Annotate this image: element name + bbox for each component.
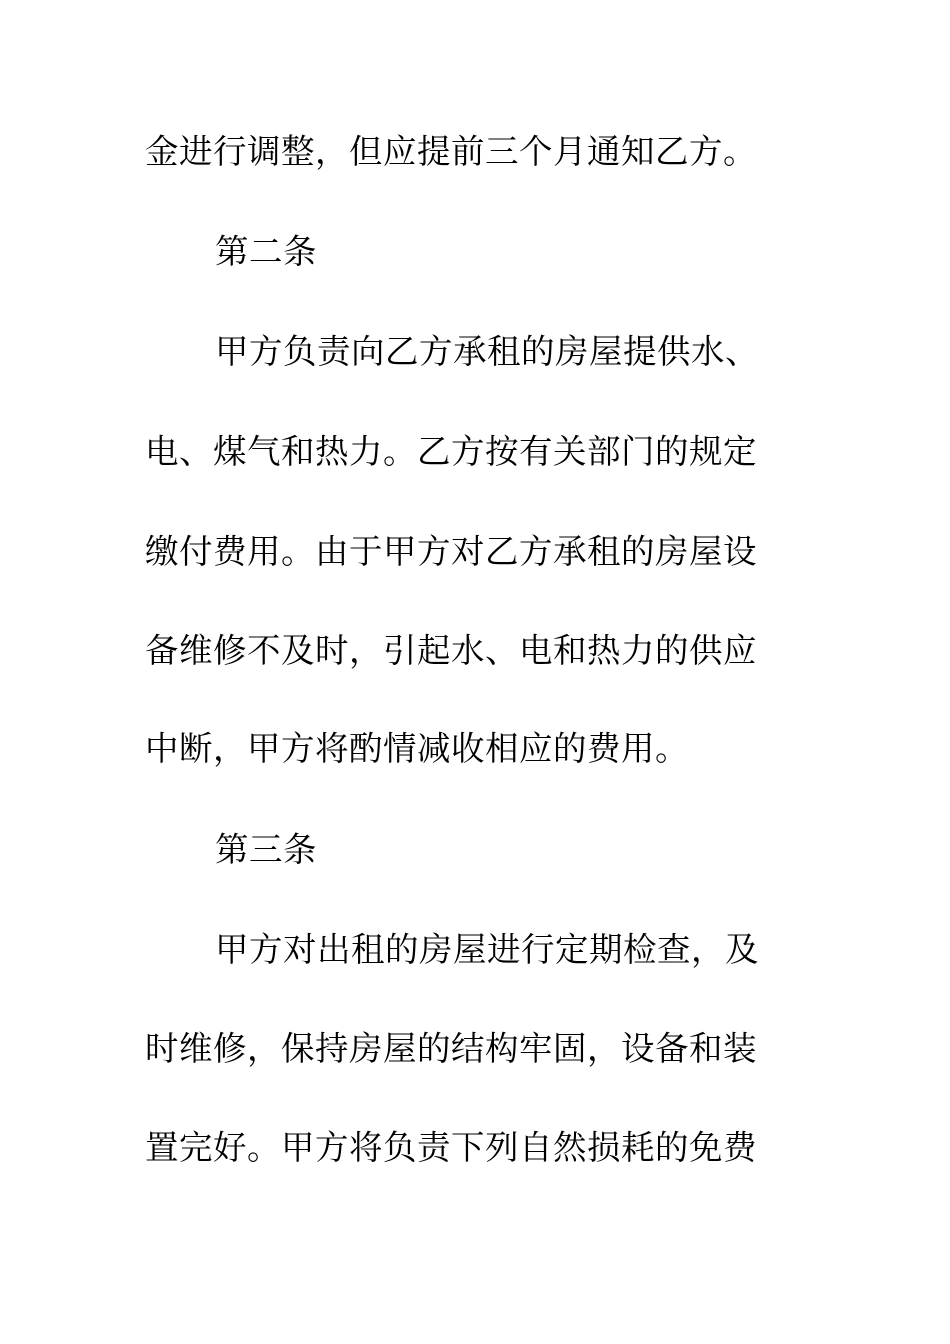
paragraph-line: 备维修不及时，引起水、电和热力的供应 (145, 631, 757, 670)
paragraph-line: 甲方对出租的房屋进行定期检查，及 (215, 930, 759, 969)
paragraph-line: 电、煤气和热力。乙方按有关部门的规定 (145, 432, 757, 471)
article-heading: 第三条 (215, 830, 317, 869)
article-heading: 第二条 (215, 232, 317, 271)
paragraph-line: 金进行调整，但应提前三个月通知乙方。 (145, 132, 757, 171)
paragraph-line: 缴付费用。由于甲方对乙方承租的房屋设 (145, 532, 757, 571)
paragraph-line: 中断，甲方将酌情减收相应的费用。 (145, 729, 689, 768)
paragraph-line: 甲方负责向乙方承租的房屋提供水、 (215, 332, 759, 371)
paragraph-line: 时维修，保持房屋的结构牢固，设备和装 (145, 1029, 757, 1068)
paragraph-line: 置完好。甲方将负责下列自然损耗的免费 (145, 1128, 757, 1167)
